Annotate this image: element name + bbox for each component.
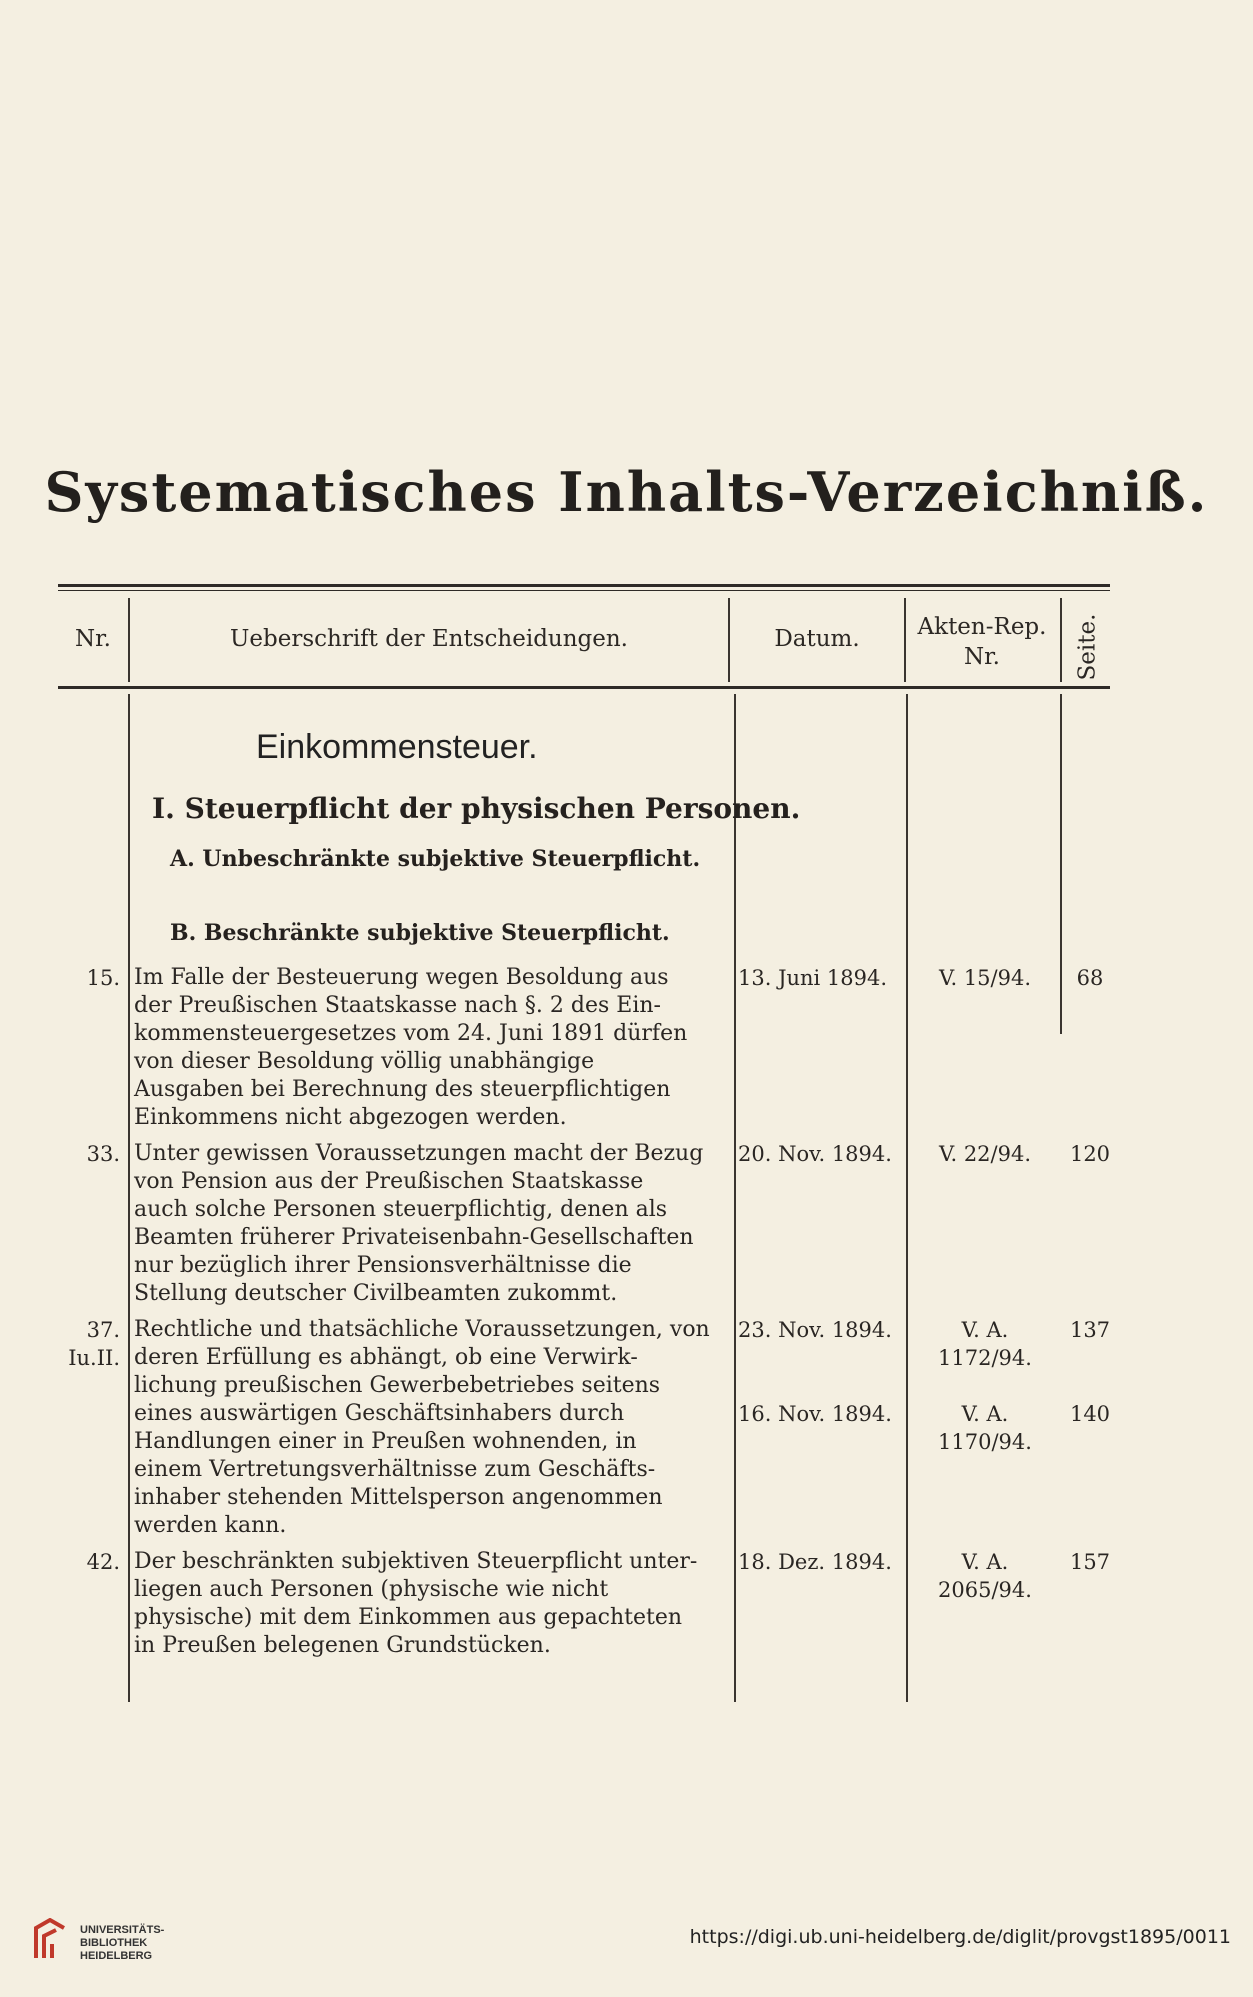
entry-text <box>134 1316 726 1540</box>
entry-date: 18. Dez. 1894. <box>738 1550 892 1574</box>
header-bottom-rule <box>58 686 1110 689</box>
entry-text <box>134 964 726 1132</box>
section-heading-a: A. Unbeschränkte subjektive Steuerpflicht. <box>170 846 701 872</box>
entry-date: 13. Juni 1894. <box>738 966 888 990</box>
entry-akten-nr: V. 22/94. <box>938 1142 1032 1166</box>
entry-line: von Pension aus der Preußischen Staatskasse <box>134 1169 644 1194</box>
table-top-rule <box>58 584 1110 587</box>
entry-number: 42. <box>86 1550 120 1574</box>
body-col-line-1 <box>128 694 130 1702</box>
entry-line: einem Vertretungsverhältnisse zum Geschäfts- <box>134 1457 656 1482</box>
entry-line: von dieser Besoldung völlig unabhängige <box>134 1049 595 1074</box>
header-datum: Datum. <box>774 626 860 652</box>
entry-date: 23. Nov. 1894. <box>738 1318 892 1342</box>
header-ueberschrift: Ueberschrift der Entscheidungen. <box>230 626 628 652</box>
library-name <box>80 1924 164 1963</box>
entry-text <box>134 1140 726 1308</box>
body-col-line-3 <box>906 694 908 1702</box>
section-heading-i: I. Steuerpflicht der physischen Personen. <box>152 792 801 825</box>
entry-text <box>134 1548 726 1660</box>
entry-line: inhaber stehenden Mittelsperson angenommen <box>134 1485 663 1510</box>
library-name-line: HEIDELBERG <box>80 1950 153 1962</box>
library-logo-icon <box>30 1918 70 1962</box>
header-seite <box>1064 612 1110 682</box>
library-name-line: BIBLIOTHEK <box>80 1937 148 1949</box>
entry-line: in Preußen belegenen Grundstücken. <box>134 1633 551 1658</box>
library-name-line: UNIVERSITÄTS- <box>80 1924 165 1936</box>
header-col-line-1 <box>128 598 130 682</box>
entry-line: physische) mit dem Einkommen aus gepachteten <box>134 1605 683 1630</box>
entry-akten-nr-2: 1172/94. <box>938 1346 1032 1370</box>
entry-line: Rechtliche und thatsächliche Voraussetzungen, von <box>134 1317 710 1342</box>
entry-number: 15. <box>86 966 120 990</box>
entry-line: nur bezüglich ihrer Pensionsverhältnisse die <box>134 1253 632 1278</box>
source-url-link[interactable]: https://digi.ub.uni-heidelberg.de/diglit/provgst1895/0011 <box>689 1926 1231 1948</box>
entry-line: lichung preußischen Gewerbebetriebes seitens <box>134 1373 661 1398</box>
entry-line: Einkommens nicht abgezogen werden. <box>134 1105 567 1130</box>
entry-akten-nr: V. 15/94. <box>938 966 1032 990</box>
header-akten-1: Akten-Rep. <box>917 614 1047 640</box>
section-title: Einkommensteuer. <box>256 728 538 766</box>
entry-page: 68 <box>1076 966 1104 990</box>
entry-line: werden kann. <box>134 1513 287 1538</box>
entry-number: 33. <box>86 1142 120 1166</box>
entry-line: auch solche Personen steuerpflichtig, denen als <box>134 1197 668 1222</box>
entry-line: Ausgaben bei Berechnung des steuerpflichtigen <box>134 1077 671 1102</box>
entry-line: eines auswärtigen Geschäftsinhabers durch <box>134 1401 625 1426</box>
entry-line: kommensteuergesetzes vom 24. Juni 1891 dürfen <box>134 1021 688 1046</box>
header-col-line-4 <box>1060 598 1062 682</box>
entry-number-sub: Iu.II. <box>68 1346 120 1370</box>
entry-line: der Preußischen Staatskasse nach §. 2 des Ein- <box>134 993 661 1018</box>
entry-akten-nr-b2: 1170/94. <box>938 1430 1032 1454</box>
header-col-line-2 <box>728 598 730 682</box>
entry-line: liegen auch Personen (physische wie nicht <box>134 1577 609 1602</box>
header-akten-2: Nr. <box>964 644 1000 670</box>
header-seite-label: Seite. <box>1074 613 1101 681</box>
body-col-line-2 <box>734 694 736 1702</box>
page-title: Systematisches Inhalts-Verzeichniß. <box>44 460 1209 524</box>
entry-akten-nr: V. A. <box>961 1550 1009 1574</box>
entry-page: 137 <box>1069 1318 1111 1342</box>
entry-number: 37. <box>86 1318 120 1342</box>
entry-date: 20. Nov. 1894. <box>738 1142 892 1166</box>
entry-date-b: 16. Nov. 1894. <box>738 1402 892 1426</box>
entry-akten-nr: V. A. <box>961 1318 1009 1342</box>
entry-line: Im Falle der Besteuerung wegen Besoldung aus <box>134 965 669 990</box>
entry-line: Stellung deutscher Civilbeamten zukommt. <box>134 1281 618 1306</box>
header-nr: Nr. <box>75 626 111 652</box>
table-top-rule-thin <box>58 590 1110 591</box>
entry-page: 157 <box>1069 1550 1111 1574</box>
entry-page: 120 <box>1069 1142 1111 1166</box>
entry-line: deren Erfüllung es abhängt, ob eine Verwirk- <box>134 1345 638 1370</box>
entry-akten-nr-2: 2065/94. <box>938 1578 1032 1602</box>
entry-akten-nr-b: V. A. <box>961 1402 1009 1426</box>
entry-line: Handlungen einer in Preußen wohnenden, in <box>134 1429 637 1454</box>
entry-page-b: 140 <box>1069 1402 1111 1426</box>
entry-line: Unter gewissen Voraussetzungen macht der Bezug <box>134 1141 704 1166</box>
entry-line: Der beschränkten subjektiven Steuerpflicht unter- <box>134 1549 698 1574</box>
entry-line: Beamten früherer Privateisenbahn-Gesellschaften <box>134 1225 694 1250</box>
section-heading-b: B. Beschränkte subjektive Steuerpflicht. <box>170 920 670 946</box>
